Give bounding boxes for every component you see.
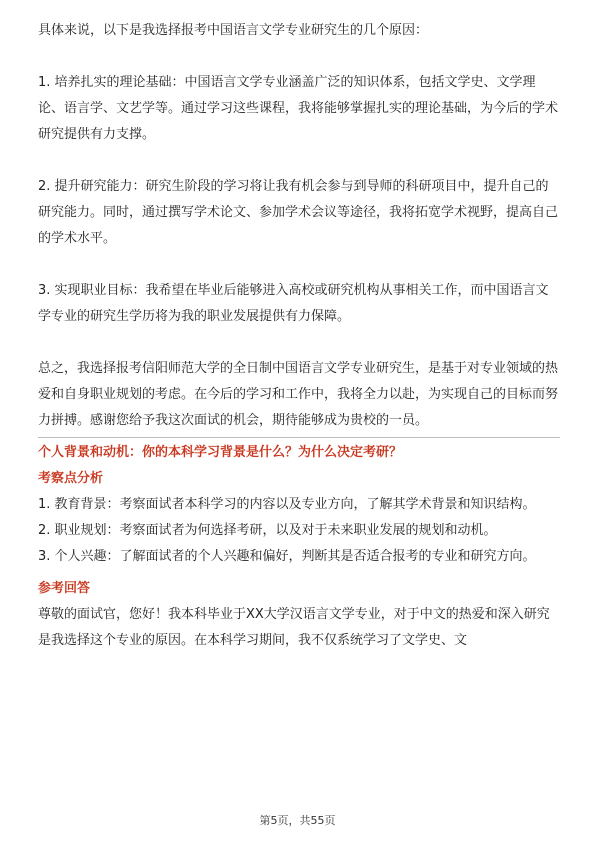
reason-1-paragraph: 1. 培养扎实的理论基础：中国语言文学专业涵盖广泛的知识体系，包括文学史、文学理论、语言学、文艺学等。通过学习这些课程，我将能够掌握扎实的理论基础，为今后的学术研究提供有力支撑。	[38, 75, 559, 142]
analysis-item-1: 1. 教育背景：考察面试者本科学习的内容以及专业方向，了解其学术背景和知识结构。	[38, 497, 536, 512]
section-divider	[38, 437, 560, 438]
intro-paragraph: 具体来说，以下是我选择报考中国语言文学专业研究生的几个原因：	[38, 23, 429, 38]
analysis-item-2: 2. 职业规划：考察面试者为何选择考研，以及对于未来职业发展的规划和动机。	[38, 523, 497, 538]
answer-heading: 参考回答	[38, 581, 91, 596]
answer-paragraph: 尊敬的面试官，您好！我本科毕业于XX大学汉语言文学专业，对于中文的热爱和深入研究是我选择这个专业的原因。在本科学习期间，我不仅系统学习了文学史、文	[38, 607, 550, 648]
summary-paragraph: 总之，我选择报考信阳师范大学的全日制中国语言文学专业研究生，是基于对专业领域的热爱和自身职业规划的考虑。在今后的学习和工作中，我将全力以赴，为实现自己的目标而努力拼搏。感谢您给予我这次面试的机会，期待能够成为贵校的一员。	[38, 361, 559, 428]
reason-3-paragraph: 3. 实现职业目标：我希望在毕业后能够进入高校或研究机构从事相关工作，而中国语言文学专业的研究生学历将为我的职业发展提供有力保障。	[38, 283, 549, 324]
analysis-item-3: 3. 个人兴趣：了解面试者的个人兴趣和偏好，判断其是否适合报考的专业和研究方向。	[38, 549, 536, 564]
analysis-heading: 考察点分析	[38, 471, 104, 486]
question-heading: 个人背景和动机：你的本科学习背景是什么？为什么决定考研？	[38, 445, 403, 460]
page-content	[38, 18, 560, 654]
page-number-footer: 第5页，共55页	[259, 814, 336, 827]
reason-2-paragraph: 2. 提升研究能力：研究生阶段的学习将让我有机会参与到导师的科研项目中，提升自己的研究能力。同时，通过撰写学术论文、参加学术会议等途径，我将拓宽学术视野，提高自己的学术水平。	[38, 179, 559, 246]
